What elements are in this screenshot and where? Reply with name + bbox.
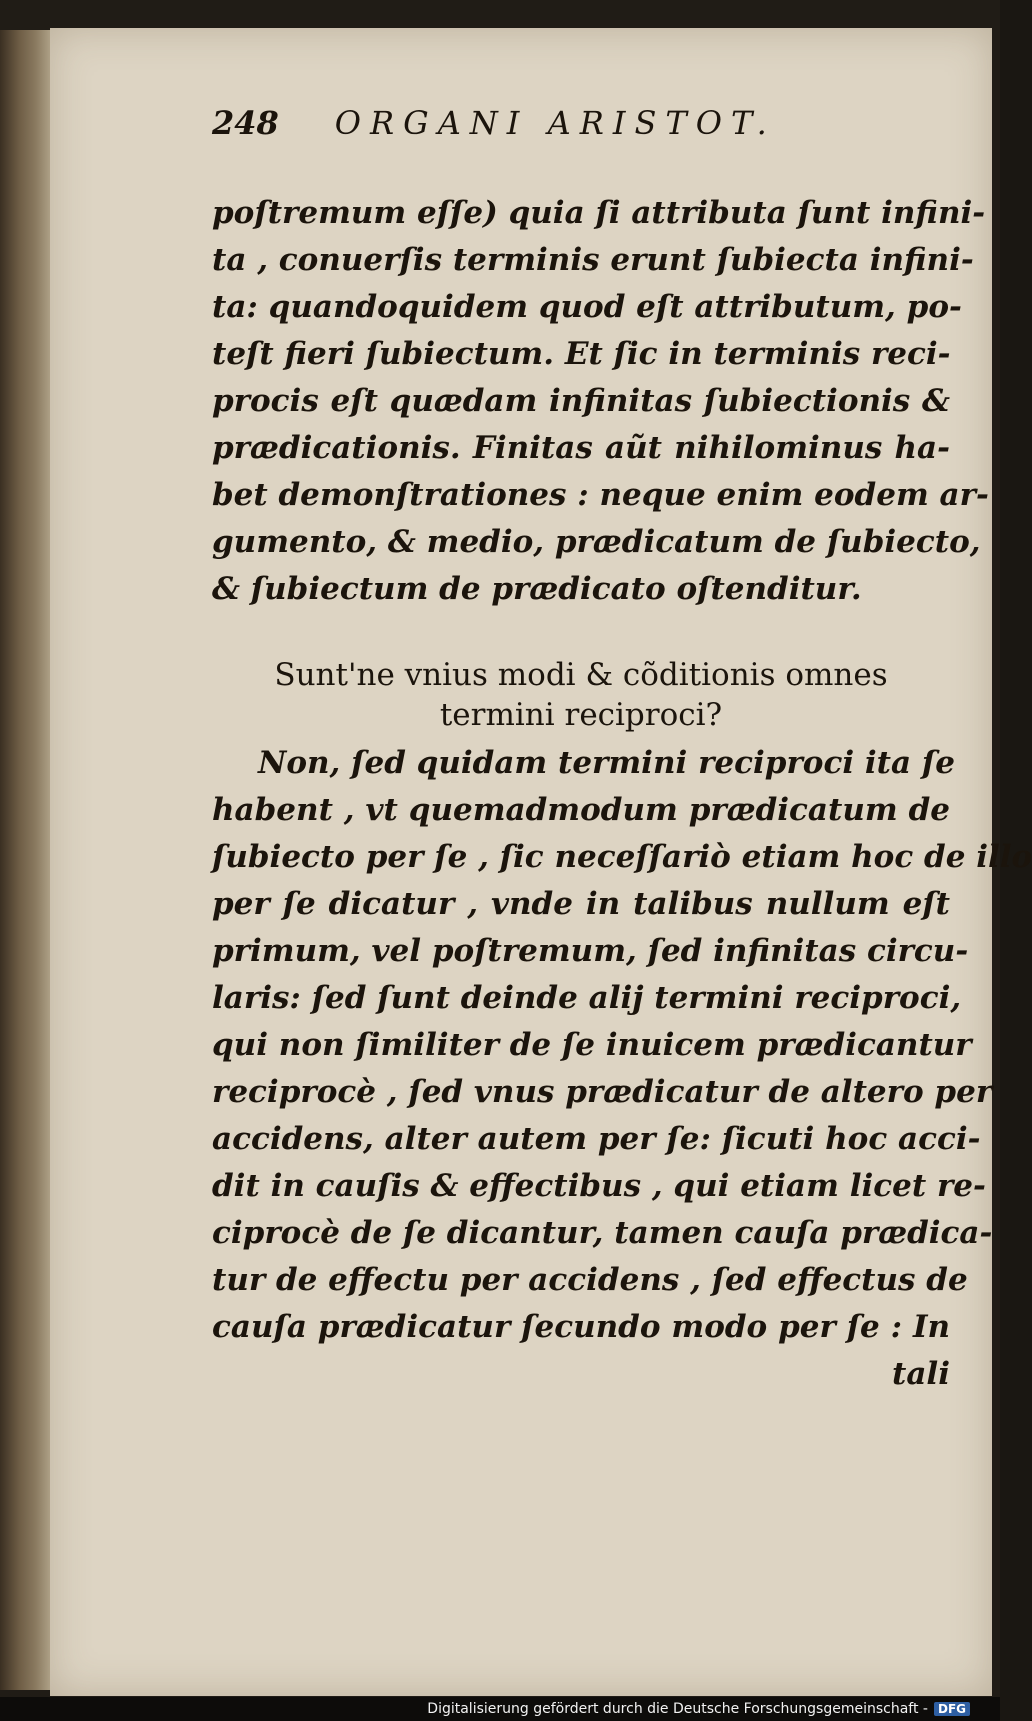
- text-line: teſt fieri ſubiectum. Et ſic in terminis reci-: [212, 336, 951, 372]
- text-line: habent , vt quemadmodum prædicatum de: [212, 792, 950, 828]
- text-line: tur de effectu per accidens , ſed effectus de: [212, 1262, 968, 1298]
- text-line: ta: quandoquidem quod eſt attributum, po-: [212, 289, 962, 325]
- paragraph-one: [212, 190, 989, 613]
- text-line: qui non ſimiliter de ſe inuicem prædicantur: [212, 1027, 972, 1063]
- question-heading: [212, 655, 950, 735]
- book-edge: [0, 30, 55, 1690]
- question-line: termini reciproci?: [439, 697, 723, 733]
- running-title: ORGANI ARISTOT.: [334, 104, 776, 142]
- text-line: reciprocè , ſed vnus prædicatur de altero per: [212, 1074, 993, 1110]
- text-line: bet demonſtrationes : neque enim eodem ar-: [212, 477, 989, 513]
- page-number: 248: [212, 104, 279, 142]
- text-line: accidens, alter autem per ſe: ſicuti hoc acci-: [212, 1121, 981, 1157]
- text-line: poſtremum eſſe) quia ſi attributa ſunt infini-: [212, 195, 986, 231]
- catchword: tali: [892, 1356, 950, 1392]
- credit-text: Digitalisierung gefördert durch die Deutsche Forschungsgemeinschaft -: [427, 1701, 928, 1717]
- text-line: Non, ſed quidam termini reciproci ita ſe: [258, 745, 955, 781]
- text-line: dit in cauſis & effectibus , qui etiam licet re-: [212, 1168, 986, 1204]
- page-header: [212, 104, 952, 142]
- text-line: prædicationis. Finitas aũt nihilominus ha-: [212, 430, 950, 466]
- text-line: gumento, & medio, prædicatum de ſubiecto,: [212, 524, 981, 560]
- text-line: ta , conuerſis terminis erunt ſubiecta infini-: [212, 242, 974, 278]
- text-line: procis eſt quædam infinitas ſubiectionis &: [212, 383, 950, 419]
- text-line: ciprocè de ſe dicantur, tamen cauſa prædica-: [212, 1215, 993, 1251]
- text-line: laris: ſed ſunt deinde alij termini reciproci,: [212, 980, 962, 1016]
- question-line: Sunt'ne vnius modi & cõditionis omnes: [274, 657, 888, 693]
- text-line: cauſa prædicatur ſecundo modo per ſe : In: [212, 1309, 950, 1345]
- paragraph-two: [212, 740, 1032, 1398]
- digitization-credit: [0, 1697, 1000, 1721]
- text-line: ſubiecto per ſe , ſic neceſſariò etiam hoc de illo: [212, 839, 1032, 875]
- text-line: per ſe dicatur , vnde in talibus nullum eſt: [212, 886, 950, 922]
- dfg-logo-icon: DFG: [934, 1702, 970, 1716]
- text-line: primum, vel poſtremum, ſed infinitas circu-: [212, 933, 969, 969]
- text-line: & ſubiectum de prædicato oſtenditur.: [212, 571, 862, 607]
